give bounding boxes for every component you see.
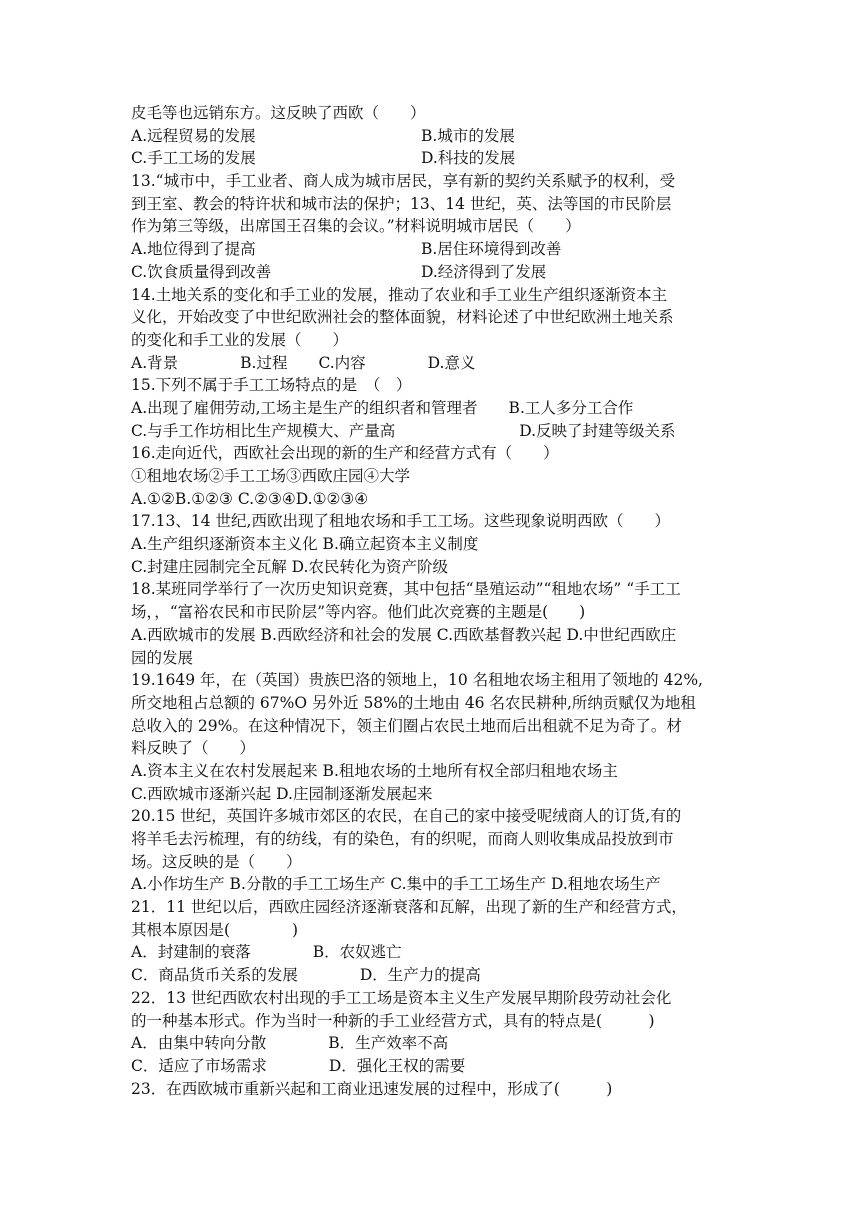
option-right: B.居住环境得到改善 [421, 240, 562, 259]
text-line: 义化，开始改变了中世纪欧洲社会的整体面貌，材料论述了中世纪欧洲土地关系 [131, 308, 674, 327]
text-line: 其根本原因是( ) [131, 920, 299, 939]
text-line: A.小作坊生产 B.分散的手工工场生产 C.集中的手工工场生产 D.租地农场生产 [131, 875, 661, 894]
text-line: C.与手工作坊相比生产规模大、产量高 D.反映了封建等级关系 [131, 421, 676, 440]
text-line: 场。这反映的是（ ） [131, 852, 302, 871]
text-line: 13.“城市中，手工业者、商人成为城市居民，享有新的契约关系赋予的权利，受 [131, 172, 676, 191]
option-left: A.地位得到了提高 [131, 240, 256, 259]
text-line: 总收入的 29%。在这种情况下，领主们圈占农民土地而后出租就不足为奇了。材 [131, 716, 682, 735]
text-line: A.出现了雇佣劳动,工场主是生产的组织者和管理者 B.工人多分工合作 [131, 398, 634, 417]
text-line: A.背景 B.过程 C.内容 D.意义 [131, 353, 476, 372]
text-line: 场，，“富裕农民和市民阶层”等内容。他们此次竞赛的主题是( ) [131, 603, 586, 622]
text-line: 14.土地关系的变化和手工业的发展，推动了农业和手工业生产组织逐渐资本主 [131, 285, 668, 304]
option-row [131, 238, 731, 261]
question-text-block [131, 102, 731, 1100]
text-line: A．由集中转向分散 B．生产效率不高 [131, 1034, 449, 1053]
text-line: 18.某班同学举行了一次历史知识竞赛，其中包括“垦殖运动”“租地农场” “手工工 [131, 580, 681, 599]
text-line: C.西欧城市逐渐兴起 D.庄园制逐渐发展起来 [131, 784, 433, 803]
text-line: 到王室、教会的特许状和城市法的保护；13、14 世纪，英、法等国的市民阶层 [131, 194, 672, 213]
text-line: 15.下列不属于手工工场特点的是 （ ） [131, 376, 412, 395]
text-line: A．封建制的衰落 B．农奴逃亡 [131, 943, 402, 962]
text-line: 的变化和手工业的发展（ ） [131, 330, 349, 349]
text-line: 21．11 世纪以后，西欧庄园经济逐渐衰落和瓦解，出现了新的生产和经营方式， [131, 898, 687, 917]
option-row [131, 147, 731, 170]
text-line: 20.15 世纪，英国许多城市郊区的农民，在自己的家中接受呢绒商人的订货,有的 [131, 807, 682, 826]
text-line: 22．13 世纪西欧农村出现的手工工场是资本主义生产发展早期阶段劳动社会化 [131, 988, 672, 1007]
text-line: C．商品货币关系的发展 D．生产力的提高 [131, 966, 481, 985]
text-line: 作为第三等级，出席国王召集的会议。”材料说明城市居民（ ） [131, 217, 581, 236]
option-right: D.经济得到了发展 [421, 262, 547, 281]
option-left: C.手工工场的发展 [131, 149, 256, 168]
option-row [131, 125, 731, 148]
text-line: ①租地农场②手工工场③西欧庄园④大学 [131, 467, 411, 485]
text-line: 16.走向近代，西欧社会出现的新的生产和经营方式有（ ） [131, 444, 559, 463]
text-line: C．适应了市场需求 D．强化王权的需要 [131, 1056, 466, 1075]
text-line: 料反映了（ ） [131, 739, 256, 758]
text-line: A.资本主义在农村发展起来 B.租地农场的土地所有权全部归租地农场主 [131, 761, 618, 780]
text-line: A.生产组织逐渐资本主义化 B.确立起资本主义制度 [131, 535, 479, 554]
option-left: A.远程贸易的发展 [131, 126, 256, 145]
text-line: A.西欧城市的发展 B.西欧经济和社会的发展 C.西欧基督教兴起 D.中世纪西欧庄 [131, 625, 677, 644]
option-row [131, 261, 731, 284]
text-line: 皮毛等也远销东方。这反映了西欧（ ） [131, 104, 426, 122]
option-right: D.科技的发展 [421, 149, 516, 168]
text-line: 17.13、14 世纪,西欧出现了租地农场和手工工场。这些现象说明西欧（ ） [131, 512, 670, 531]
text-line: 的一种基本形式。作为当时一种新的手工业经营方式，具有的特点是( ) [131, 1011, 655, 1030]
text-line: 19.1649 年，在（英国）贵族巴洛的领地上，10 名租地农场主租用了领地的 42%, [131, 671, 703, 690]
text-line: 所交地租占总额的 67%O 另外近 58%的土地由 46 名农民耕种,所纳贡赋仅为地租 [131, 693, 696, 712]
text-line: 将羊毛去污梳理，有的纺线，有的染色，有的织呢，而商人则收集成品投放到市 [131, 830, 674, 848]
text-line: A.①②B.①②③ C.②③④D.①②③④ [131, 489, 369, 508]
option-left: C.饮食质量得到改善 [131, 262, 272, 281]
text-line: C.封建庄园制完全瓦解 D.农民转化为资产阶级 [131, 557, 448, 576]
text-line: 23．在西欧城市重新兴起和工商业迅速发展的过程中，形成了( ) [131, 1079, 613, 1098]
option-right: B.城市的发展 [421, 126, 515, 145]
text-line: 园的发展 [131, 648, 194, 667]
